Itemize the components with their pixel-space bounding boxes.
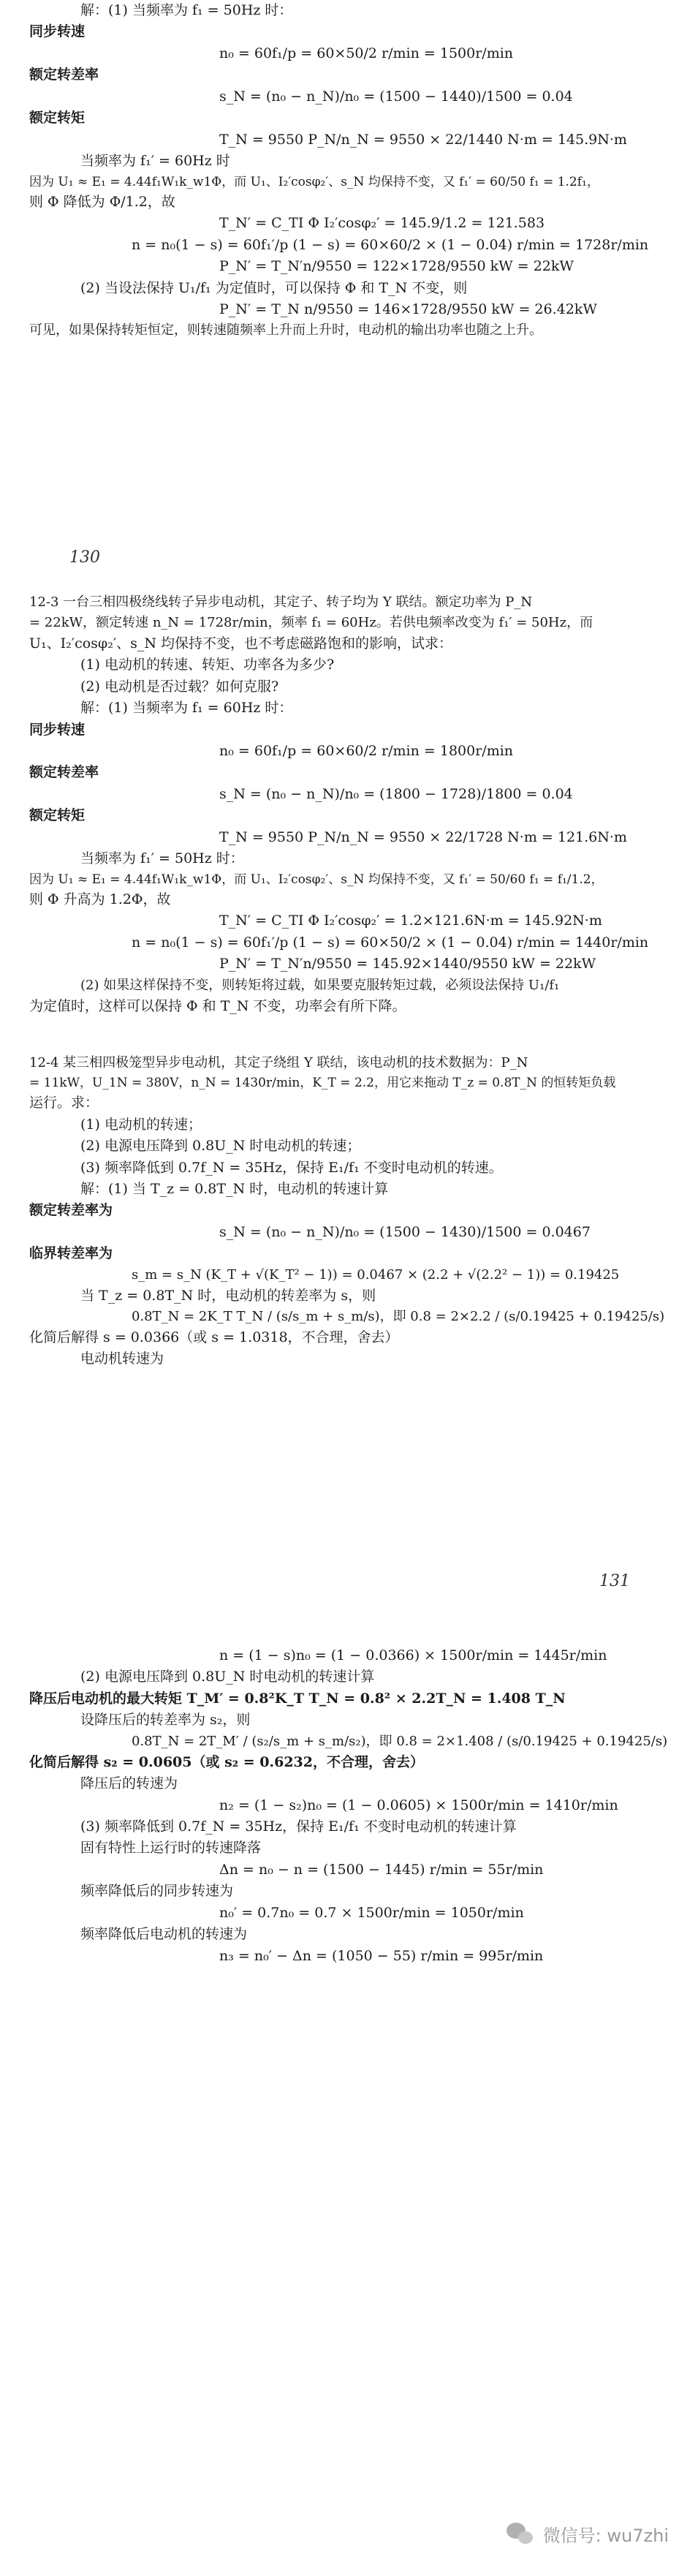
watermark-text: 微信号: wu7zhi (542, 2526, 669, 2546)
question-item: (2) 电源电压降到 0.8U_N 时电动机的转速； (80, 1138, 361, 1155)
text-line: 频率降低后的同步转速为 (80, 1883, 234, 1900)
text-line: 设降压后的转差率为 s₂，则 (80, 1712, 251, 1729)
text-line: 解：(1) 当 T_z = 0.8T_N 时，电动机的转速计算 (80, 1180, 389, 1197)
text-line: (2) 当设法保持 U₁/f₁ 为定值时，可以保持 Φ 和 T_N 不变，则 (80, 279, 468, 296)
equation: n₀ = 60f₁/p = 60×60/2 r/min = 1800r/min (219, 742, 514, 759)
equation: s_N = (n₀ − n_N)/n₀ = (1500 − 1430)/1500 = 0.0467 (219, 1223, 591, 1240)
equation: T_N′ = C_TI Φ I₂′cosφ₂′ = 145.9/1.2 = 121.583 (219, 215, 545, 232)
problem-12-4 (29, 1053, 672, 1370)
equation: n = n₀(1 − s) = 60f₁′/p (1 − s) = 60×60/2 × (1 − 0.04) r/min = 1728r/min (132, 236, 649, 253)
text-line: (3) 频率降低到 0.7f_N = 35Hz，保持 E₁/f₁ 不变时电动机的转速计算 (80, 1818, 517, 1835)
text-line: 解：(1) 当频率为 f₁ = 60Hz 时： (80, 700, 293, 717)
text-line: (2) 电源电压降到 0.8U_N 时电动机的转速计算 (80, 1669, 375, 1685)
equation: T_N = 9550 P_N/n_N = 9550 × 22/1440 N·m = 145.9N·m (219, 131, 627, 148)
text-line: 因为 U₁ ≈ E₁ = 4.44f₁W₁k_w1Φ，而 U₁、I₂′cosφ₂′、s_N 均保持不变，又 f₁′ = 60/50 f₁ = 1.2f₁， (29, 174, 599, 189)
equation: s_m = s_N (K_T + √(K_T² − 1)) = 0.0467 × (2.2 + √(2.2² − 1)) = 0.19425 (132, 1266, 620, 1283)
equation: n = n₀(1 − s) = 60f₁′/p (1 − s) = 60×50/2 × (1 − 0.04) r/min = 1440r/min (132, 934, 649, 951)
text-line: (2) 如果这样保持不变，则转矩将过载，如果要克服转矩过载，必须设法保持 U₁/f₁ (80, 977, 560, 993)
equation: n₀′ = 0.7n₀ = 0.7 × 1500r/min = 1050r/min (219, 1904, 524, 1921)
page-131-block (29, 1645, 672, 1967)
text-line: 化简后解得 s₂ = 0.0605（或 s₂ = 0.6232，不合理，舍去） (29, 1753, 424, 1770)
watermark (507, 2521, 669, 2547)
page-1-block (29, 0, 672, 341)
equation: s_N = (n₀ − n_N)/n₀ = (1500 − 1440)/1500 = 0.04 (219, 88, 573, 105)
problem-statement: 12-4 某三相四极笼型异步电动机，其定子绕组 Y 联结，该电动机的技术数据为：P_N (29, 1055, 528, 1070)
text-line: 频率降低后电动机的转速为 (80, 1926, 248, 1943)
equation: n = (1 − s)n₀ = (1 − 0.0366) × 1500r/min = 1445r/min (219, 1647, 607, 1663)
equation: T_N = 9550 P_N/n_N = 9550 × 22/1728 N·m = 121.6N·m (219, 828, 627, 845)
problem-statement: U₁、I₂′cosφ₂′、s_N 均保持不变，也不考虑磁路饱和的影响，试求： (29, 635, 453, 651)
equation: P_N′ = T_N n/9550 = 146×1728/9550 kW = 26.42kW (219, 301, 597, 318)
problem-statement: = 22kW，额定转速 n_N = 1728r/min，频率 f₁ = 60Hz。若供电频率改变为 f₁′ = 50Hz，而 (29, 614, 593, 630)
text-line: 为定值时，这样可以保持 Φ 和 T_N 不变，功率会有所下降。 (29, 997, 406, 1014)
text-line: 额定转差率 (29, 764, 99, 781)
equation: P_N′ = T_N′n/9550 = 145.92×1440/9550 kW = 22kW (219, 956, 596, 972)
text-line: 化简后解得 s = 0.0366（或 s = 1.0318，不合理，舍去） (29, 1329, 399, 1345)
equation: 0.8T_N = 2T_M′ / (s₂/s_m + s_m/s₂)，即 0.8 = 2×1.408 / (s/0.19425 + 0.19425/s) (132, 1733, 668, 1749)
text-line: 则 Φ 升高为 1.2Φ，故 (29, 891, 171, 907)
text-line: 可见，如果保持转矩恒定，则转速随频率上升而上升时，电动机的输出功率也随之上升。 (29, 322, 542, 339)
text-line: 则 Φ 降低为 Φ/1.2，故 (29, 193, 175, 210)
text-line: 降压后电动机的最大转矩 T_M′ = 0.8²K_T T_N = 0.8² × 2.2T_N = 1.408 T_N (29, 1690, 566, 1707)
question-item: (2) 电动机是否过载？如何克服? (80, 678, 279, 695)
text-line: 额定转矩 (29, 110, 86, 126)
problem-statement: = 11kW，U_1N = 380V，n_N = 1430r/min，K_T = 2.2，用它来拖动 T_z = 0.8T_N 的恒转矩负载 (29, 1075, 616, 1090)
text-line: 同步转速 (29, 721, 86, 738)
text-line: 当频率为 f₁′ = 50Hz 时： (80, 850, 244, 867)
page-number: 131 (599, 1572, 630, 1590)
text-line: 因为 U₁ ≈ E₁ = 4.44f₁W₁k_w1Φ，而 U₁、I₂′cosφ₂′、s_N 均保持不变，又 f₁′ = 50/60 f₁ = f₁/1.2， (29, 872, 604, 887)
equation: T_N′ = C_TI Φ I₂′cosφ₂′ = 1.2×121.6N·m = 145.92N·m (219, 913, 602, 929)
equation: 0.8T_N = 2K_T T_N / (s/s_m + s_m/s)，即 0.8 = 2×2.2 / (s/0.19425 + 0.19425/s) (132, 1309, 665, 1325)
equation: n₃ = n₀′ − Δn = (1050 − 55) r/min = 995r/min (219, 1947, 544, 1964)
text-line: 降压后的转速为 (80, 1775, 178, 1792)
problem-statement: 运行。求： (29, 1095, 99, 1111)
text-line: 固有特性上运行时的转速降落 (80, 1840, 262, 1857)
equation: P_N′ = T_N′n/9550 = 122×1728/9550 kW = 22kW (219, 258, 574, 275)
wechat-icon (507, 2523, 536, 2546)
text-line: 解：(1) 当频率为 f₁ = 50Hz 时： (80, 2, 293, 18)
problem-statement: 12-3 一台三相四极绕线转子异步电动机，其定子、转子均为 Y 联结。额定功率为 P_N (29, 594, 533, 610)
text-line: 当频率为 f₁′ = 60Hz 时 (80, 153, 230, 170)
equation: Δn = n₀ − n = (1500 − 1445) r/min = 55r/min (219, 1861, 544, 1878)
equation: s_N = (n₀ − n_N)/n₀ = (1800 − 1728)/1800 = 0.04 (219, 785, 573, 802)
text-line: 额定转差率为 (29, 1202, 113, 1219)
text-line: 临界转差率为 (29, 1245, 113, 1262)
text-line: 当 T_z = 0.8T_N 时，电动机的转差率为 s，则 (80, 1287, 376, 1304)
text-line: 同步转速 (29, 23, 86, 40)
text-line: 额定转矩 (29, 807, 86, 824)
question-item: (1) 电动机的转速、转矩、功率各为多少? (80, 657, 335, 673)
page-number: 130 (69, 548, 100, 567)
text-line: 电动机转速为 (80, 1351, 164, 1367)
text-line: 额定转差率 (29, 67, 99, 83)
equation: n₀ = 60f₁/p = 60×50/2 r/min = 1500r/min (219, 45, 514, 61)
question-item: (3) 频率降低到 0.7f_N = 35Hz，保持 E₁/f₁ 不变时电动机的转速。 (80, 1159, 503, 1176)
equation: n₂ = (1 − s₂)n₀ = (1 − 0.0605) × 1500r/min = 1410r/min (219, 1797, 618, 1813)
problem-12-3 (29, 592, 672, 1017)
question-item: (1) 电动机的转速； (80, 1116, 202, 1133)
